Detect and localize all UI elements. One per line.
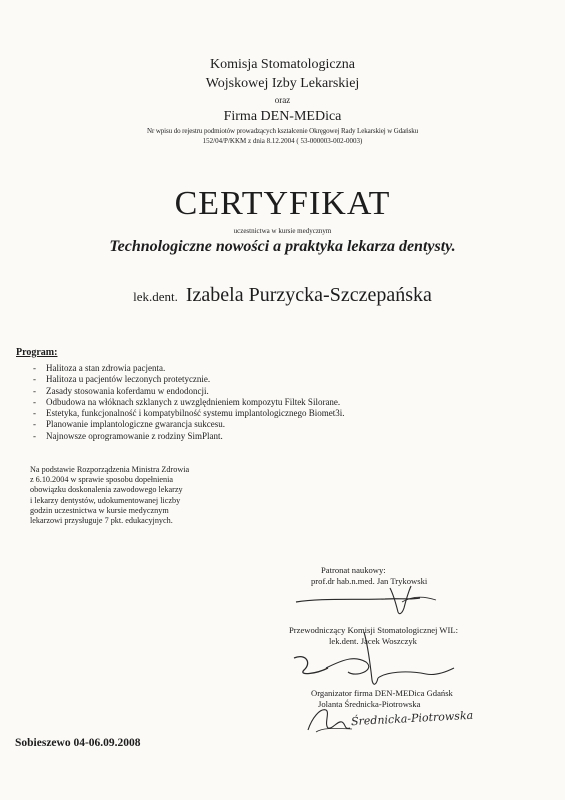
header-line-2: Wojskowej Izby Lekarskiej <box>205 76 360 91</box>
program-label: Program: <box>16 347 58 358</box>
chair-role: Przewodniczący Komisji Stomatologicznej WIL: <box>289 625 459 635</box>
recipient-name: Izabela Purzycka-Szczepańska <box>185 284 432 306</box>
certificate-title: CERTYFIKAT <box>174 185 391 222</box>
header-line-1: Komisja Stomatologiczna <box>209 57 356 72</box>
regulation-line: obowiązku doskonalenia zawodowego lekarzy <box>30 485 183 495</box>
header-line-4: Firma DEN-MEDica <box>223 109 342 124</box>
patron-role: Patronat naukowy: <box>321 565 386 575</box>
patron-name: prof.dr hab.n.med. Jan Trykowski <box>311 576 428 586</box>
header-registry-line-1: Nr wpisu do rejestru podmiotów prowadzących kształcenie Okręgowej Rady Lekarskiej w Gdańsku <box>146 127 418 135</box>
regulation-line: i lekarzy dentystów, udokumentowanej liczby <box>30 495 181 505</box>
program-item-text: Najnowsze oprogramowanie z rodziny SimPlant. <box>46 430 223 441</box>
chair-name: lek.dent. Jacek Woszczyk <box>329 636 417 646</box>
organizer-role: Organizator firma DEN-MEDica Gdańsk <box>311 688 453 698</box>
course-title: Technologiczne nowości a praktyka lekarza dentysty. <box>109 238 456 255</box>
regulation-line: z 6.10.2004 w sprawie sposobu dopełnienia <box>30 475 174 485</box>
recipient-prefix: lek.dent. <box>133 289 178 304</box>
program-item-text: Halitoza a stan zdrowia pacjenta. <box>46 363 166 373</box>
regulation-line: Na podstawie Rozporządzenia Ministra Zdrowia <box>30 465 190 474</box>
list-item: - Halitoza u pacjentów leczonych protetycznie. <box>33 374 211 385</box>
program-item-text: Planowanie implantologiczne gwarancja sukcesu. <box>46 419 225 430</box>
regulation-text <box>30 465 220 526</box>
list-item: - Planowanie implantologiczne gwarancja sukcesu. <box>33 419 225 430</box>
program-item-text: Estetyka, funkcjonalność i kompatybilność systemu implantologicznego Biomet3i. <box>46 408 345 419</box>
program-list <box>33 363 344 442</box>
list-item: - Najnowsze oprogramowanie z rodziny SimPlant. <box>33 430 223 441</box>
header-line-3: oraz <box>274 95 291 105</box>
list-item: - Odbudowa na włóknach szklanych z uwzględnieniem kompozytu Filtek Silorane. <box>33 396 341 407</box>
patron-signature-graphic <box>290 578 450 618</box>
recipient <box>0 284 565 307</box>
header-registry-line-2: 152/04/P/KKM z dnia 8.12.2004 ( 53-000003-002-0003) <box>202 137 363 145</box>
regulation-line: godzin uczestnictwa w kursie medycznym <box>30 505 169 515</box>
place-and-date: Sobieszewo 04-06.09.2008 <box>15 737 141 749</box>
list-item: - Halitoza a stan zdrowia pacjenta. <box>33 363 166 373</box>
program-item-text: Odbudowa na włóknach szklanych z uwzględnieniem kompozytu Filtek Silorane. <box>46 396 341 407</box>
program-item-text: Halitoza u pacjentów leczonych protetycznie. <box>46 374 211 385</box>
organizer-signature-graphic <box>302 702 357 734</box>
organizer-handwritten-signature: Średnicka-Piotrowska <box>350 708 474 729</box>
list-item: - Estetyka, funkcjonalność i kompatybilność systemu implantologicznego Biomet3i. <box>33 408 345 419</box>
organizer-name: Jolanta Średnicka-Piotrowska <box>318 699 421 709</box>
program-item-text: Zasady stosowania koferdamu w endodoncji. <box>46 385 209 396</box>
list-item: - Zasady stosowania koferdamu w endodoncji. <box>33 385 209 396</box>
regulation-line: lekarzowi przysługuje 7 pkt. edukacyjnych. <box>30 516 173 526</box>
certificate-subtitle: uczestnictwa w kursie medycznym <box>233 227 332 235</box>
